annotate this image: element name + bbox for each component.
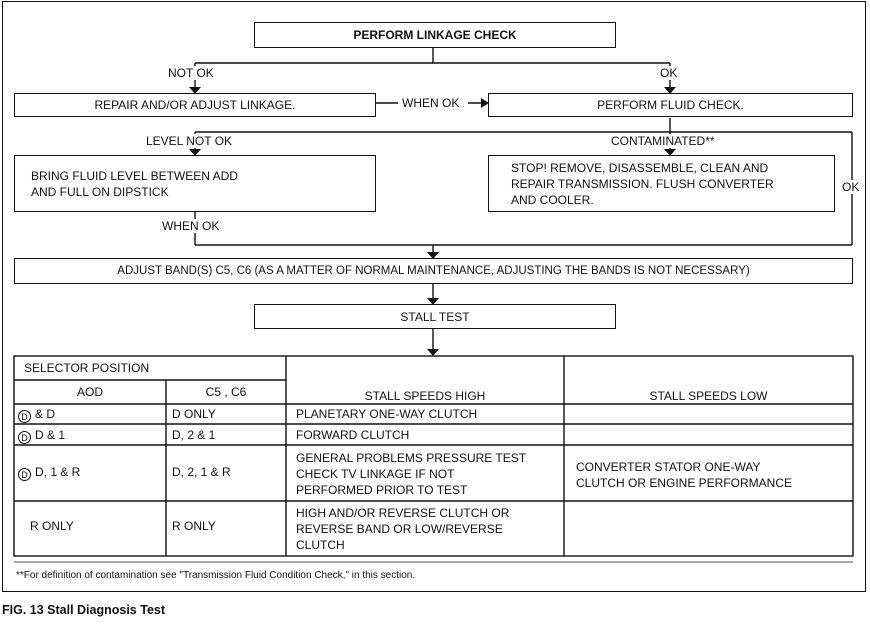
ok-label-2: OK xyxy=(842,180,860,194)
stop-line-3: AND COOLER. xyxy=(511,192,594,207)
stall-test-label: STALL TEST xyxy=(400,309,470,324)
table-row-4-high: HIGH AND/OR REVERSE CLUTCH OR REVERSE BAND OR LOW/REVERSE CLUTCH xyxy=(296,506,510,552)
table-row-1-aod: D & D xyxy=(18,407,55,423)
stall-test-box xyxy=(254,304,616,329)
footnote: **For definition of contamination see "Transmission Fluid Condition Check," in this section. xyxy=(16,570,416,581)
bring-fluid-line-1: BRING FLUID LEVEL BETWEEN ADD xyxy=(31,168,238,183)
when-ok-label-2: WHEN OK xyxy=(162,219,220,233)
adjust-bands-box xyxy=(14,258,853,284)
table-row-1-c5c6: D ONLY xyxy=(172,407,216,421)
bring-fluid-line-2: AND FULL ON DIPSTICK xyxy=(31,184,169,199)
circled-d-icon: D xyxy=(18,431,31,444)
selector-position-header: SELECTOR POSITION xyxy=(24,361,150,375)
stop-repair-box xyxy=(488,155,835,212)
ok-label-1: OK xyxy=(660,66,678,80)
circled-d-icon: D xyxy=(18,468,31,481)
table-row-3-high: GENERAL PROBLEMS PRESSURE TEST CHECK TV LINKAGE IF NOT PERFORMED PRIOR TO TEST xyxy=(296,451,527,497)
table-row-3-c5c6: D, 2, 1 & R xyxy=(172,465,231,479)
stall-high-column-header: STALL SPEEDS HIGH xyxy=(364,389,486,403)
table-row-3-low: CONVERTER STATOR ONE-WAY CLUTCH OR ENGINE PERFORMANCE xyxy=(576,460,793,490)
table-row-4-c5c6: R ONLY xyxy=(172,519,216,533)
table-row-2-c5c6: D, 2 & 1 xyxy=(172,428,216,442)
not-ok-label-1: NOT OK xyxy=(168,66,214,80)
stop-line-1: STOP! REMOVE, DISASSEMBLE, CLEAN AND xyxy=(511,160,769,175)
c5c6-column-header: C5 , C6 xyxy=(205,385,247,399)
stall-low-column-header: STALL SPEEDS LOW xyxy=(649,389,768,403)
perform-linkage-check-label: PERFORM LINKAGE CHECK xyxy=(353,28,517,42)
perform-fluid-check-box xyxy=(488,93,853,117)
contaminated-label: CONTAMINATED** xyxy=(611,134,715,148)
perform-linkage-check-box xyxy=(254,22,616,48)
table-row-3-aod: D D, 1 & R xyxy=(18,465,80,481)
stop-line-2: REPAIR TRANSMISSION. FLUSH CONVERTER xyxy=(511,176,774,191)
table-row-2-high: FORWARD CLUTCH xyxy=(296,428,410,442)
adjust-bands-label: ADJUST BAND(S) C5, C6 (AS A MATTER OF NORMAL MAINTENANCE, ADJUSTING THE BANDS IS NOT NECESSARY) xyxy=(117,265,750,277)
bring-fluid-level-box xyxy=(14,155,376,212)
circled-d-icon: D xyxy=(18,410,31,423)
level-not-ok-label: LEVEL NOT OK xyxy=(146,134,233,148)
table-row-4-aod: R ONLY xyxy=(30,519,74,533)
when-ok-label-1: WHEN OK xyxy=(402,96,460,110)
figure-caption: FIG. 13 Stall Diagnosis Test xyxy=(2,603,166,617)
repair-linkage-box xyxy=(14,93,376,117)
perform-fluid-check-label: PERFORM FLUID CHECK. xyxy=(597,98,744,112)
aod-column-header: AOD xyxy=(76,385,103,399)
table-row-1-high: PLANETARY ONE-WAY CLUTCH xyxy=(296,407,478,421)
table-row-2-aod: D D & 1 xyxy=(18,428,65,444)
repair-linkage-label: REPAIR AND/OR ADJUST LINKAGE. xyxy=(94,98,296,112)
